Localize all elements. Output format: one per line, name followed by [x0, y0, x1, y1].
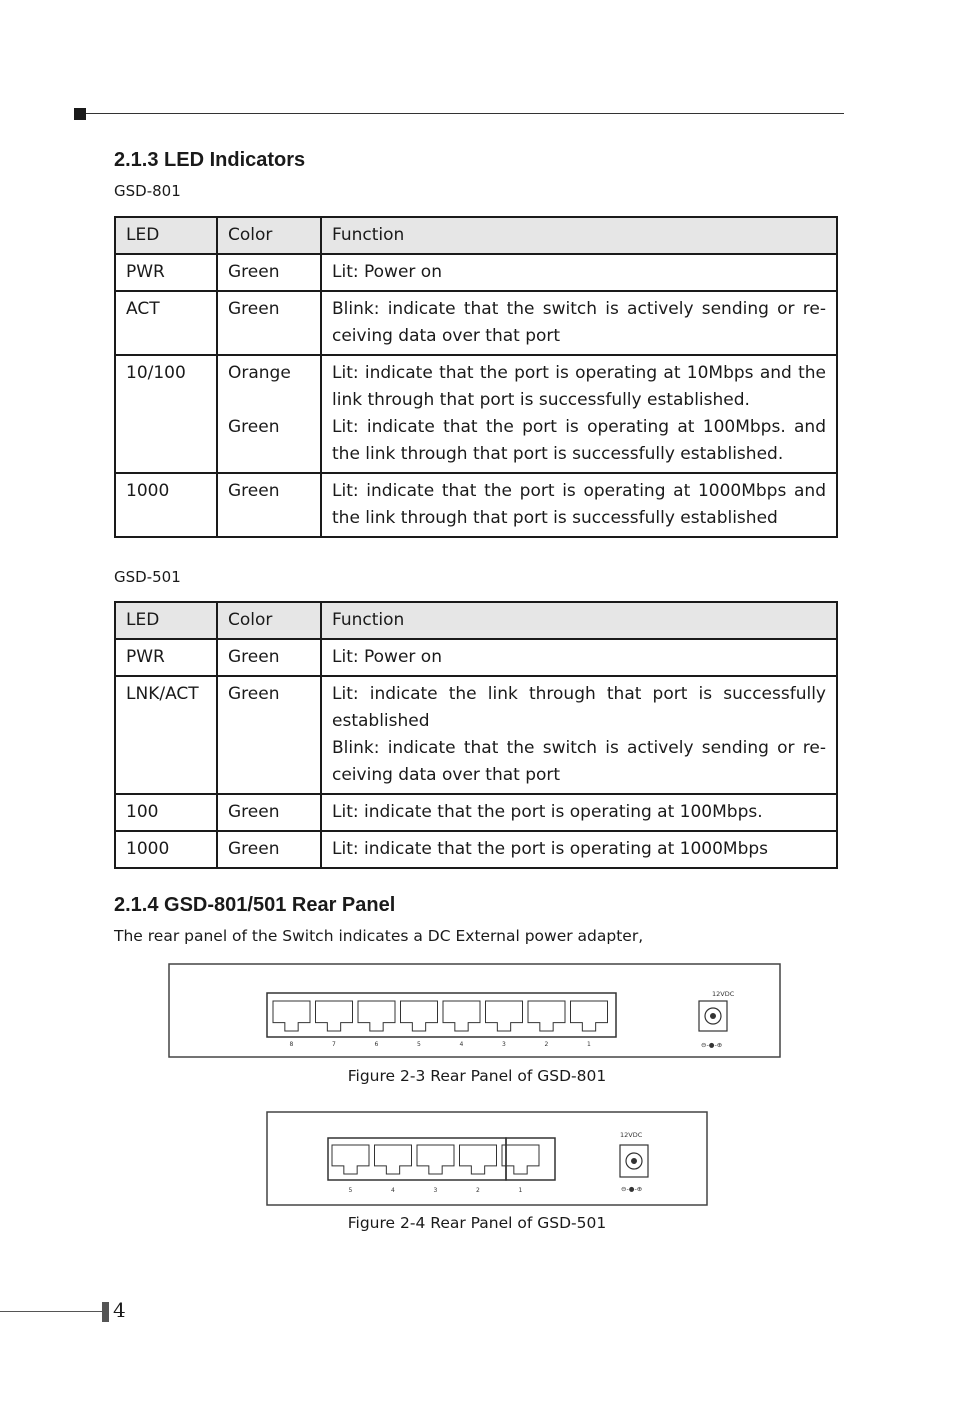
color-cell: Green: [217, 676, 321, 794]
model-label-gsd801: GSD-801: [114, 182, 181, 200]
port-number-label: 2: [476, 1187, 480, 1194]
rear-panel-gsd801-figure: [168, 963, 781, 1058]
port-number-label: 5: [348, 1187, 353, 1194]
rear-panel-gsd501-figure: [266, 1111, 708, 1206]
header-led: LED: [115, 217, 217, 254]
color-cell: Green: [217, 291, 321, 355]
color-cell: Green: [217, 254, 321, 291]
header-function: Function: [321, 217, 837, 254]
table-row: [115, 473, 837, 537]
function-cell: Blink: indicate that the switch is actively sending or re-ceiving data over that port: [321, 291, 837, 355]
table-row: [115, 355, 837, 473]
port-number-label: 1: [518, 1187, 523, 1194]
led-cell: 1000: [115, 473, 217, 537]
footer-rule: [0, 1311, 102, 1312]
figure-caption-gsd501: Figure 2-4 Rear Panel of GSD-501: [347, 1214, 607, 1232]
rear-panel-intro: The rear panel of the Switch indicates a DC External power adapter,: [114, 927, 644, 945]
dc-jack-pin: [710, 1013, 716, 1019]
led-cell: PWR: [115, 254, 217, 291]
power-label: 12VDC: [620, 1131, 643, 1139]
header-color: Color: [217, 217, 321, 254]
color-cell: Green: [217, 831, 321, 868]
section-title-rear-panel: 2.1.4 GSD-801/501 Rear Panel: [114, 894, 396, 916]
function-cell: Lit: Power on: [321, 254, 837, 291]
function-cell: Lit: indicate that the port is operating at 1000Mbps and the link through that port is successfully established: [321, 473, 837, 537]
table-header-row: [115, 602, 837, 639]
port-number-label: 3: [502, 1041, 506, 1048]
led-cell: LNK/ACT: [115, 676, 217, 794]
led-cell: 10/100: [115, 355, 217, 473]
port-number-label: 4: [391, 1187, 395, 1194]
port-number-label: 1: [587, 1041, 591, 1048]
color-cell: Green: [217, 473, 321, 537]
port-number-label: 4: [459, 1041, 464, 1048]
led-cell: PWR: [115, 639, 217, 676]
port-number-label: 7: [332, 1041, 336, 1048]
port-number-label: 6: [374, 1041, 379, 1048]
table-header-row: [115, 217, 837, 254]
header-color: Color: [217, 602, 321, 639]
color-value-green: Green: [228, 417, 280, 437]
page-number: 4: [113, 1298, 126, 1322]
led-cell: 1000: [115, 831, 217, 868]
dc-jack-pin: [631, 1158, 637, 1164]
header-function: Function: [321, 602, 837, 639]
section-title-led: 2.1.3 LED Indicators: [114, 149, 306, 171]
function-cell: [321, 355, 837, 473]
color-cell: [217, 355, 321, 473]
table-row: [115, 831, 837, 868]
led-cell: ACT: [115, 291, 217, 355]
header-led: LED: [115, 602, 217, 639]
led-cell: 100: [115, 794, 217, 831]
polarity-symbol: ⊖-●-⊕: [621, 1185, 643, 1193]
color-cell: Green: [217, 639, 321, 676]
model-label-gsd501: GSD-501: [114, 568, 181, 586]
port-number-label: 3: [433, 1187, 438, 1194]
table-row: [115, 639, 837, 676]
led-table-gsd501: [114, 601, 838, 869]
function-cell: Lit: indicate that the port is operating at 1000Mbps: [321, 831, 837, 868]
figure-caption-gsd801: Figure 2-3 Rear Panel of GSD-801: [347, 1067, 607, 1085]
polarity-symbol: ⊖-●-⊕: [701, 1041, 723, 1049]
table-row: [115, 291, 837, 355]
color-value-orange: Orange: [228, 363, 291, 383]
panel-outline: [169, 964, 780, 1057]
function-line-100mbps: Lit: indicate that the port is operating at 100Mbps. and the link through that port is successfully established.: [332, 417, 826, 464]
port-number-label: 5: [417, 1041, 421, 1048]
port-number-label: 2: [544, 1041, 549, 1048]
port-number-label: 8: [289, 1041, 294, 1048]
color-cell: Green: [217, 794, 321, 831]
function-line-lit: Lit: indicate the link through that port is successfully established: [332, 684, 826, 731]
table-row: [115, 794, 837, 831]
function-cell: [321, 676, 837, 794]
table-row: [115, 254, 837, 291]
table-row: [115, 676, 837, 794]
power-label: 12VDC: [712, 990, 735, 998]
led-table-gsd801: [114, 216, 838, 538]
footer-bar: [102, 1302, 109, 1322]
header-square-marker: [74, 108, 86, 120]
function-line-10mbps: Lit: indicate that the port is operating at 10Mbps and the link through that port is successfully established.: [332, 363, 826, 410]
function-line-blink: Blink: indicate that the switch is actively sending or re-ceiving data over that port: [332, 738, 826, 785]
function-cell: Lit: indicate that the port is operating at 100Mbps.: [321, 794, 837, 831]
header-rule: [86, 113, 844, 114]
function-cell: Lit: Power on: [321, 639, 837, 676]
